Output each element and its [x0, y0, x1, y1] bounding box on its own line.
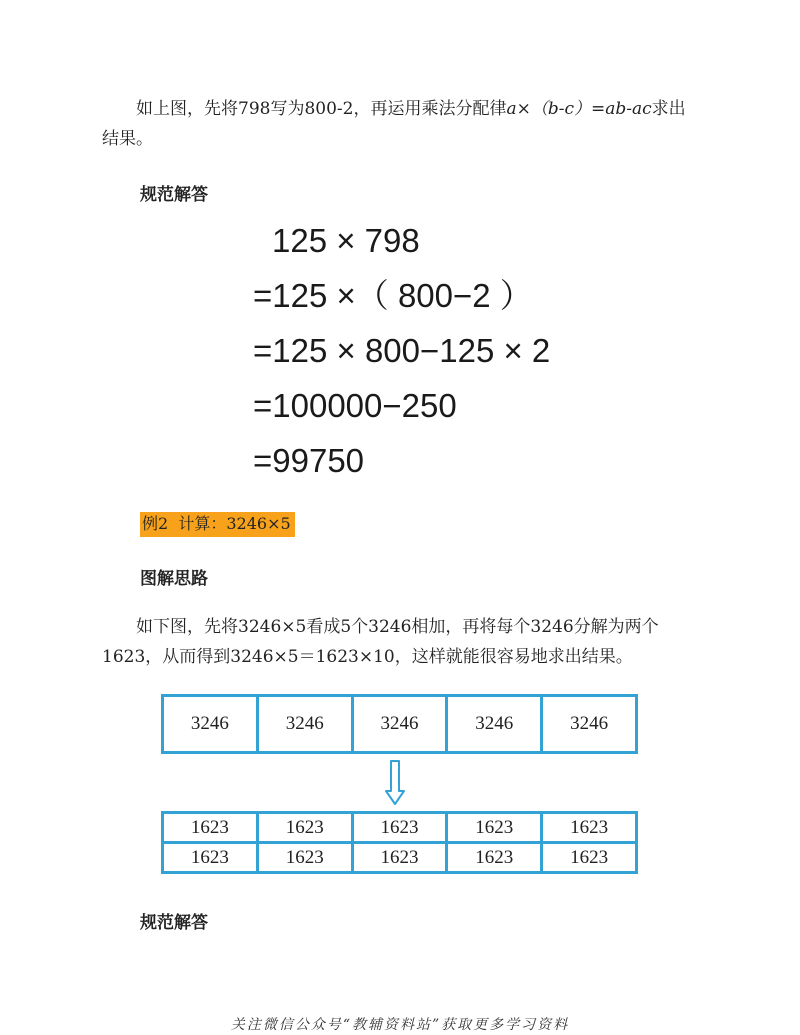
grid-cell: 1623: [447, 843, 542, 873]
explanation-text-end: 求出结果。: [102, 99, 686, 149]
grid-cell: 3246: [352, 696, 447, 753]
diagram-explanation: 如下图，先将3246×5看成5个3246相加，再将每个3246分解为两个1623，从而得到3246×5＝1623×10，这样就能很容易地求出结果。: [102, 617, 659, 667]
grid-cell: 1623: [163, 843, 258, 873]
grid-cell: 3246: [163, 696, 258, 753]
solution-heading: 规范解答: [140, 185, 208, 205]
example-prompt: 计算：3246×5: [178, 514, 291, 533]
grid-cell: 3246: [542, 696, 637, 753]
down-arrow-icon: [385, 760, 405, 806]
table-row: [163, 696, 637, 753]
calculation-line: =99750: [253, 442, 365, 479]
solution-heading-2: 规范解答: [140, 913, 208, 933]
grid-cell: 1623: [257, 843, 352, 873]
calculation-line: =100000−250: [253, 387, 457, 424]
grid-cell: 1623: [542, 843, 637, 873]
top-grid: [161, 694, 638, 754]
grid-cell: 1623: [352, 813, 447, 843]
calculation-line: =125 ×（ 800−2 ）: [253, 277, 533, 314]
explanation-paragraph: [102, 94, 698, 154]
grid-cell: 3246: [447, 696, 542, 753]
table-row: [163, 843, 637, 873]
footer-note: 关注微信公众号“教辅资料站”获取更多学习资料: [230, 1017, 570, 1033]
grid-cell: 3246: [257, 696, 352, 753]
bottom-grid: [161, 811, 638, 874]
distributive-law-formula: a×（b-c）=ab-ac: [506, 99, 652, 119]
grid-cell: 1623: [447, 813, 542, 843]
table-row: [163, 813, 637, 843]
example-number: 例2: [142, 514, 169, 533]
explanation-text: 如上图，先将798写为800-2，再运用乘法分配律: [136, 99, 507, 119]
grid-cell: 1623: [257, 813, 352, 843]
calculation-line: =125 × 800−125 × 2: [253, 332, 551, 369]
calculation-line: 125 × 798: [272, 222, 420, 259]
example-label: [140, 512, 295, 537]
grid-cell: 1623: [352, 843, 447, 873]
diagram-heading: 图解思路: [140, 569, 208, 589]
grid-cell: 1623: [542, 813, 637, 843]
grid-cell: 1623: [163, 813, 258, 843]
